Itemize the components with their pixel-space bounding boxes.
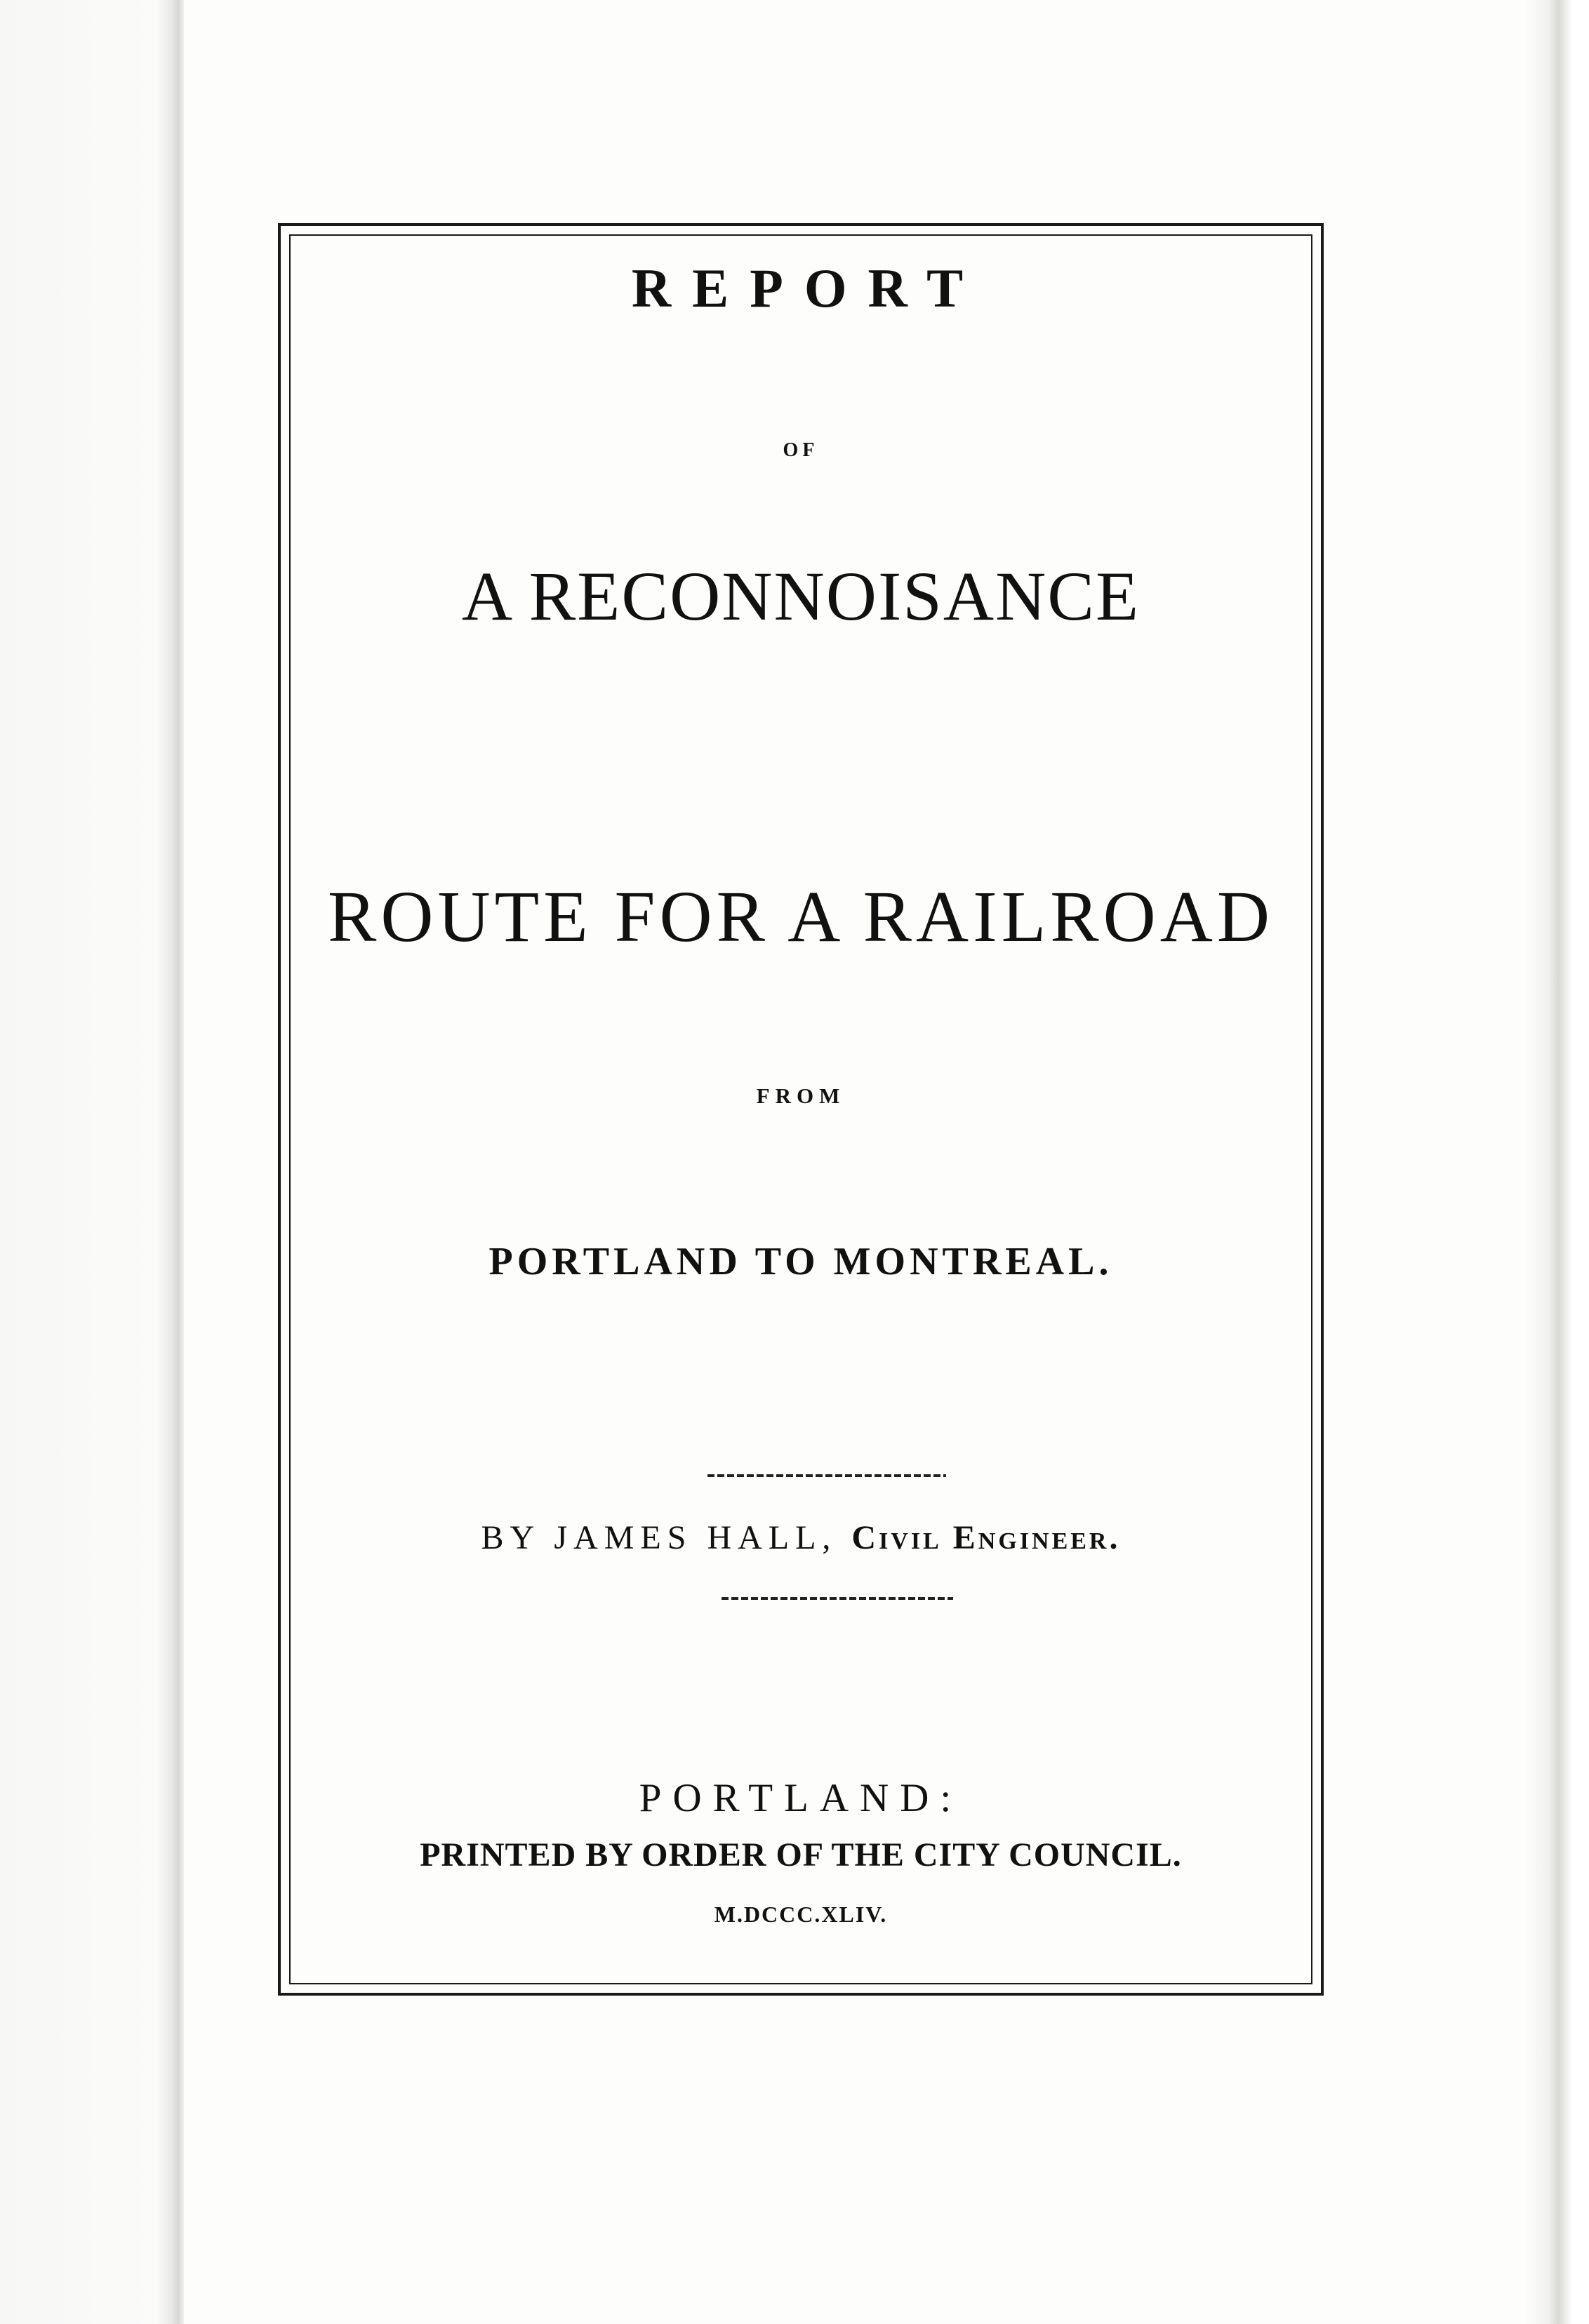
from-label: FROM: [756, 1083, 846, 1108]
imprint-date: M.DCCC.XLIV.: [714, 1902, 888, 1927]
page-edge: [1522, 0, 1589, 2324]
ornamental-rule-bottom: [722, 1597, 953, 1600]
author-line: [289, 1521, 1312, 1555]
title-frame-inner: [289, 234, 1312, 1984]
route-title: ROUTE FOR A RAILROAD: [328, 876, 1274, 957]
imprint-city: PORTLAND:: [639, 1776, 963, 1820]
author-title: Civil Engineer.: [851, 1519, 1121, 1556]
of-label: OF: [783, 439, 819, 461]
ornamental-rule-top: [707, 1474, 946, 1477]
imprint-printer: PRINTED BY ORDER OF THE CITY COUNCIL.: [420, 1836, 1182, 1874]
report-heading: REPORT: [631, 258, 985, 319]
places-title: PORTLAND TO MONTREAL.: [488, 1240, 1113, 1283]
author-name: BY JAMES HALL,: [481, 1519, 837, 1556]
reconnoisance-title: A RECONNOISANCE: [461, 557, 1141, 635]
book-gutter: [0, 0, 184, 2324]
